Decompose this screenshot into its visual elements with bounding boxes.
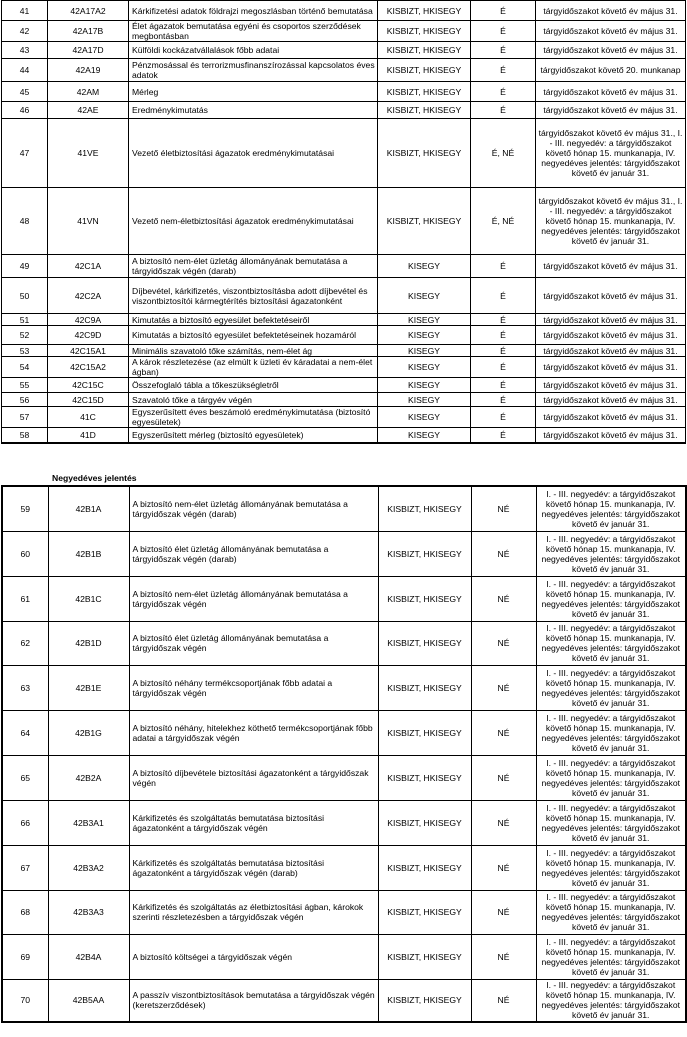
- row-number-cell: 60: [2, 531, 48, 576]
- row-number-cell: 46: [2, 102, 48, 119]
- frequency-cell: É: [471, 82, 536, 102]
- form-code-cell: 42AM: [48, 82, 129, 102]
- row-number-cell: 48: [2, 188, 48, 255]
- frequency-cell: É: [471, 255, 536, 278]
- form-code-cell: 42C2A: [48, 278, 129, 314]
- institution-type-cell: KISEGY: [378, 378, 471, 393]
- frequency-cell: É: [471, 407, 536, 428]
- form-code-cell: 42A19: [48, 59, 129, 82]
- institution-type-cell: KISBIZT, HKISEGY: [378, 531, 471, 576]
- institution-type-cell: KISBIZT, HKISEGY: [378, 82, 471, 102]
- table-row: [2, 845, 686, 890]
- deadline-cell: tárgyidőszakot követő év május 31.: [536, 1, 686, 21]
- form-name-cell: Díjbevétel, kárkifizetés, viszontbiztosításba adott díjbevétel és viszontbiztosítói kármegtérítés biztosítási ágazatonként: [129, 278, 378, 314]
- frequency-cell: É: [471, 102, 536, 119]
- row-number-cell: 69: [2, 934, 48, 979]
- frequency-cell: NÉ: [471, 934, 536, 979]
- table-row: [2, 188, 686, 255]
- deadline-cell: tárgyidőszakot követő év május 31.: [536, 326, 686, 345]
- form-name-cell: A biztosító nem-élet üzletág állományának bemutatása a tárgyidőszak végén (darab): [129, 486, 378, 531]
- frequency-cell: NÉ: [471, 621, 536, 665]
- form-name-cell: Pénzmosással és terrorizmusfinanszírozással kapcsolatos éves adatok: [129, 59, 378, 82]
- form-code-cell: 42C15D: [48, 393, 129, 407]
- table-row: [2, 82, 686, 102]
- form-code-cell: 42B3A1: [48, 800, 129, 845]
- form-name-cell: Összefoglaló tábla a tőkeszükségletről: [129, 378, 378, 393]
- deadline-cell: I. - III. negyedév: a tárgyidőszakot követő hónap 15. munkanapja, IV. negyedéves jelentés: tárgyidőszakot követő év január 31.: [536, 531, 686, 576]
- deadline-cell: tárgyidőszakot követő év május 31.: [536, 255, 686, 278]
- frequency-cell: NÉ: [471, 710, 536, 755]
- row-number-cell: 44: [2, 59, 48, 82]
- form-name-cell: A biztosító élet üzletág állományának bemutatása a tárgyidőszak végén (darab): [129, 531, 378, 576]
- row-number-cell: 57: [2, 407, 48, 428]
- institution-type-cell: KISBIZT, HKISEGY: [378, 800, 471, 845]
- form-name-cell: A biztosító díjbevétele biztosítási ágazatonként a tárgyidőszak végén: [129, 755, 378, 800]
- institution-type-cell: KISBIZT, HKISEGY: [378, 59, 471, 82]
- institution-type-cell: KISBIZT, HKISEGY: [378, 21, 471, 42]
- frequency-cell: NÉ: [471, 531, 536, 576]
- form-name-cell: Egyszerűsített éves beszámoló eredménykimutatása (biztosító egyesületek): [129, 407, 378, 428]
- deadline-cell: tárgyidőszakot követő év május 31.: [536, 428, 686, 443]
- deadline-cell: I. - III. negyedév: a tárgyidőszakot követő hónap 15. munkanapja, IV. negyedéves jelentés: tárgyidőszakot követő év január 31.: [536, 890, 686, 934]
- form-name-cell: Minimális szavatoló tőke számítás, nem-élet ág: [129, 345, 378, 357]
- annual-report-table: [1, 0, 686, 444]
- form-code-cell: 42B1C: [48, 576, 129, 621]
- row-number-cell: 70: [2, 979, 48, 1022]
- row-number-cell: 52: [2, 326, 48, 345]
- table-row: [2, 357, 686, 378]
- table-row: [2, 59, 686, 82]
- form-name-cell: A biztosító néhány, hitelekhez köthető termékcsoportjának főbb adatai a tárgyidőszak végén: [129, 710, 378, 755]
- frequency-cell: É: [471, 21, 536, 42]
- deadline-cell: I. - III. negyedév: a tárgyidőszakot követő hónap 15. munkanapja, IV. negyedéves jelentés: tárgyidőszakot követő év január 31.: [536, 755, 686, 800]
- institution-type-cell: KISBIZT, HKISEGY: [378, 42, 471, 59]
- form-code-cell: 42C15A2: [48, 357, 129, 378]
- table-row: [2, 531, 686, 576]
- frequency-cell: É: [471, 357, 536, 378]
- table-row: [2, 890, 686, 934]
- form-name-cell: Mérleg: [129, 82, 378, 102]
- form-name-cell: A biztosító költségei a tárgyidőszak végén: [129, 934, 378, 979]
- deadline-cell: tárgyidőszakot követő év május 31., I. - III. negyedév: a tárgyidőszakot követő hónap 15. munkanapja, IV. negyedéves jelentés: tárgyidőszakot követő év január 31.: [536, 119, 686, 188]
- form-name-cell: Élet ágazatok bemutatása egyéni és csoportos szerződések megbontásban: [129, 21, 378, 42]
- table-row: [2, 21, 686, 42]
- deadline-cell: tárgyidőszakot követő év május 31.: [536, 21, 686, 42]
- frequency-cell: É: [471, 393, 536, 407]
- frequency-cell: NÉ: [471, 845, 536, 890]
- form-code-cell: 42C1A: [48, 255, 129, 278]
- table-row: [2, 755, 686, 800]
- table-row: [2, 407, 686, 428]
- form-name-cell: A biztosító néhány termékcsoportjának főbb adatai a tárgyidőszak végén: [129, 665, 378, 710]
- form-name-cell: A biztosító élet üzletág állományának bemutatása a tárgyidőszak végén: [129, 621, 378, 665]
- deadline-cell: tárgyidőszakot követő év május 31.: [536, 393, 686, 407]
- form-code-cell: 42AE: [48, 102, 129, 119]
- form-code-cell: 42C15C: [48, 378, 129, 393]
- table-row: [2, 428, 686, 443]
- frequency-cell: NÉ: [471, 486, 536, 531]
- deadline-cell: tárgyidőszakot követő 20. munkanap: [536, 59, 686, 82]
- deadline-cell: tárgyidőszakot követő év május 31.: [536, 102, 686, 119]
- form-name-cell: Vezető nem-életbiztosítási ágazatok eredménykimutatásai: [129, 188, 378, 255]
- table-row: [2, 326, 686, 345]
- institution-type-cell: KISBIZT, HKISEGY: [378, 755, 471, 800]
- row-number-cell: 43: [2, 42, 48, 59]
- form-name-cell: Kárkifizetés és szolgáltatás bemutatása biztosítási ágazatonként a tárgyidőszak végén (darab): [129, 845, 378, 890]
- institution-type-cell: KISBIZT, HKISEGY: [378, 665, 471, 710]
- frequency-cell: NÉ: [471, 665, 536, 710]
- row-number-cell: 66: [2, 800, 48, 845]
- form-name-cell: Kárkifizetés és szolgáltatás az életbiztosítási ágban, károkok szerinti részletezésben a tárgyidőszak végén: [129, 890, 378, 934]
- section-label-quarterly: Negyedéves jelentés: [52, 473, 137, 483]
- row-number-cell: 41: [2, 1, 48, 21]
- form-code-cell: 42B3A3: [48, 890, 129, 934]
- form-name-cell: Külföldi kockázatvállalások főbb adatai: [129, 42, 378, 59]
- form-name-cell: Kárkifizetés és szolgáltatás bemutatása biztosítási ágazatonként a tárgyidőszak végén: [129, 800, 378, 845]
- deadline-cell: tárgyidőszakot követő év május 31.: [536, 314, 686, 326]
- row-number-cell: 51: [2, 314, 48, 326]
- frequency-cell: NÉ: [471, 576, 536, 621]
- form-code-cell: 42C9D: [48, 326, 129, 345]
- table-row: [2, 486, 686, 531]
- row-number-cell: 49: [2, 255, 48, 278]
- row-number-cell: 68: [2, 890, 48, 934]
- form-name-cell: Kárkifizetési adatok földrajzi megoszlásban történő bemutatása: [129, 1, 378, 21]
- row-number-cell: 58: [2, 428, 48, 443]
- table-row: [2, 393, 686, 407]
- deadline-cell: I. - III. negyedév: a tárgyidőszakot követő hónap 15. munkanapja, IV. negyedéves jelentés: tárgyidőszakot követő év január 31.: [536, 800, 686, 845]
- row-number-cell: 64: [2, 710, 48, 755]
- form-name-cell: A biztosító nem-élet üzletág állományának bemutatása a tárgyidőszak végén: [129, 576, 378, 621]
- form-code-cell: 42B1B: [48, 531, 129, 576]
- frequency-cell: NÉ: [471, 890, 536, 934]
- row-number-cell: 67: [2, 845, 48, 890]
- row-number-cell: 62: [2, 621, 48, 665]
- row-number-cell: 59: [2, 486, 48, 531]
- form-code-cell: 42B3A2: [48, 845, 129, 890]
- institution-type-cell: KISEGY: [378, 314, 471, 326]
- table-row: [2, 42, 686, 59]
- deadline-cell: I. - III. negyedév: a tárgyidőszakot követő hónap 15. munkanapja, IV. negyedéves jelentés: tárgyidőszakot követő év január 31.: [536, 979, 686, 1022]
- institution-type-cell: KISEGY: [378, 393, 471, 407]
- table-row: [2, 979, 686, 1022]
- institution-type-cell: KISEGY: [378, 255, 471, 278]
- form-code-cell: 41D: [48, 428, 129, 443]
- form-name-cell: Kimutatás a biztosító egyesület befektetéseiről: [129, 314, 378, 326]
- row-number-cell: 65: [2, 755, 48, 800]
- deadline-cell: tárgyidőszakot követő év május 31.: [536, 378, 686, 393]
- form-name-cell: Kimutatás a biztosító egyesület befektetéseinek hozamáról: [129, 326, 378, 345]
- institution-type-cell: KISBIZT, HKISEGY: [378, 119, 471, 188]
- institution-type-cell: KISEGY: [378, 326, 471, 345]
- form-code-cell: 42B1G: [48, 710, 129, 755]
- quarterly-report-table-body: [2, 486, 686, 1022]
- deadline-cell: tárgyidőszakot követő év május 31.: [536, 278, 686, 314]
- table-row: [2, 255, 686, 278]
- form-code-cell: 42B4A: [48, 934, 129, 979]
- institution-type-cell: KISBIZT, HKISEGY: [378, 621, 471, 665]
- form-code-cell: 42C9A: [48, 314, 129, 326]
- institution-type-cell: KISEGY: [378, 278, 471, 314]
- frequency-cell: É: [471, 42, 536, 59]
- deadline-cell: tárgyidőszakot követő év május 31.: [536, 357, 686, 378]
- row-number-cell: 63: [2, 665, 48, 710]
- frequency-cell: É, NÉ: [471, 119, 536, 188]
- table-row: [2, 345, 686, 357]
- row-number-cell: 50: [2, 278, 48, 314]
- form-name-cell: A biztosító nem-élet üzletág állományának bemutatása a tárgyidőszak végén (darab): [129, 255, 378, 278]
- table-row: [2, 278, 686, 314]
- form-name-cell: Egyszerűsített mérleg (biztosító egyesületek): [129, 428, 378, 443]
- row-number-cell: 55: [2, 378, 48, 393]
- deadline-cell: I. - III. negyedév: a tárgyidőszakot követő hónap 15. munkanapja, IV. negyedéves jelentés: tárgyidőszakot követő év január 31.: [536, 665, 686, 710]
- annual-report-table-body: [2, 1, 686, 443]
- institution-type-cell: KISEGY: [378, 345, 471, 357]
- table-row: [2, 621, 686, 665]
- frequency-cell: NÉ: [471, 979, 536, 1022]
- institution-type-cell: KISBIZT, HKISEGY: [378, 486, 471, 531]
- institution-type-cell: KISBIZT, HKISEGY: [378, 710, 471, 755]
- form-name-cell: Szavatoló tőke a tárgyév végén: [129, 393, 378, 407]
- deadline-cell: tárgyidőszakot követő év május 31.: [536, 42, 686, 59]
- table-row: [2, 710, 686, 755]
- deadline-cell: tárgyidőszakot követő év május 31.: [536, 82, 686, 102]
- institution-type-cell: KISEGY: [378, 407, 471, 428]
- row-number-cell: 53: [2, 345, 48, 357]
- form-code-cell: 41C: [48, 407, 129, 428]
- institution-type-cell: KISBIZT, HKISEGY: [378, 576, 471, 621]
- row-number-cell: 61: [2, 576, 48, 621]
- row-number-cell: 42: [2, 21, 48, 42]
- institution-type-cell: KISBIZT, HKISEGY: [378, 188, 471, 255]
- deadline-cell: I. - III. negyedév: a tárgyidőszakot követő hónap 15. munkanapja, IV. negyedéves jelentés: tárgyidőszakot követő év január 31.: [536, 621, 686, 665]
- frequency-cell: É: [471, 1, 536, 21]
- institution-type-cell: KISBIZT, HKISEGY: [378, 890, 471, 934]
- frequency-cell: É, NÉ: [471, 188, 536, 255]
- form-code-cell: 42A17A2: [48, 1, 129, 21]
- table-row: [2, 314, 686, 326]
- frequency-cell: É: [471, 345, 536, 357]
- table-row: [2, 576, 686, 621]
- form-code-cell: 42B1A: [48, 486, 129, 531]
- table-row: [2, 800, 686, 845]
- form-code-cell: 42B1E: [48, 665, 129, 710]
- institution-type-cell: KISEGY: [378, 357, 471, 378]
- form-code-cell: 42B2A: [48, 755, 129, 800]
- form-name-cell: A károk részletezése (az elmúlt k üzleti év káradatai a nem-élet ágban): [129, 357, 378, 378]
- form-code-cell: 41VE: [48, 119, 129, 188]
- institution-type-cell: KISBIZT, HKISEGY: [378, 934, 471, 979]
- frequency-cell: É: [471, 314, 536, 326]
- institution-type-cell: KISBIZT, HKISEGY: [378, 1, 471, 21]
- institution-type-cell: KISBIZT, HKISEGY: [378, 845, 471, 890]
- deadline-cell: I. - III. negyedév: a tárgyidőszakot követő hónap 15. munkanapja, IV. negyedéves jelentés: tárgyidőszakot követő év január 31.: [536, 576, 686, 621]
- frequency-cell: É: [471, 326, 536, 345]
- frequency-cell: É: [471, 278, 536, 314]
- form-code-cell: 42A17D: [48, 42, 129, 59]
- row-number-cell: 56: [2, 393, 48, 407]
- form-code-cell: 42C15A1: [48, 345, 129, 357]
- deadline-cell: I. - III. negyedév: a tárgyidőszakot követő hónap 15. munkanapja, IV. negyedéves jelentés: tárgyidőszakot követő év január 31.: [536, 486, 686, 531]
- table-row: [2, 102, 686, 119]
- deadline-cell: tárgyidőszakot követő év május 31.: [536, 407, 686, 428]
- table-row: [2, 1, 686, 21]
- quarterly-report-table: [1, 485, 687, 1023]
- deadline-cell: I. - III. negyedév: a tárgyidőszakot követő hónap 15. munkanapja, IV. negyedéves jelentés: tárgyidőszakot követő év január 31.: [536, 710, 686, 755]
- form-name-cell: Eredménykimutatás: [129, 102, 378, 119]
- institution-type-cell: KISEGY: [378, 428, 471, 443]
- table-row: [2, 665, 686, 710]
- institution-type-cell: KISBIZT, HKISEGY: [378, 979, 471, 1022]
- form-code-cell: 42A17B: [48, 21, 129, 42]
- frequency-cell: NÉ: [471, 755, 536, 800]
- form-code-cell: 42B5AA: [48, 979, 129, 1022]
- frequency-cell: É: [471, 378, 536, 393]
- frequency-cell: É: [471, 59, 536, 82]
- form-name-cell: A passzív viszontbiztosítások bemutatása a tárgyidőszak végén (keretszerződések): [129, 979, 378, 1022]
- frequency-cell: É: [471, 428, 536, 443]
- row-number-cell: 45: [2, 82, 48, 102]
- form-code-cell: 42B1D: [48, 621, 129, 665]
- deadline-cell: tárgyidőszakot követő év május 31.: [536, 345, 686, 357]
- form-name-cell: Vezető életbiztosítási ágazatok eredménykimutatásai: [129, 119, 378, 188]
- deadline-cell: tárgyidőszakot követő év május 31., I. - III. negyedév: a tárgyidőszakot követő hónap 15. munkanapja, IV. negyedéves jelentés: tárgyidőszakot követő év január 31.: [536, 188, 686, 255]
- frequency-cell: NÉ: [471, 800, 536, 845]
- table-row: [2, 119, 686, 188]
- deadline-cell: I. - III. negyedév: a tárgyidőszakot követő hónap 15. munkanapja, IV. negyedéves jelentés: tárgyidőszakot követő év január 31.: [536, 934, 686, 979]
- row-number-cell: 54: [2, 357, 48, 378]
- deadline-cell: I. - III. negyedév: a tárgyidőszakot követő hónap 15. munkanapja, IV. negyedéves jelentés: tárgyidőszakot követő év január 31.: [536, 845, 686, 890]
- table-row: [2, 378, 686, 393]
- institution-type-cell: KISBIZT, HKISEGY: [378, 102, 471, 119]
- form-code-cell: 41VN: [48, 188, 129, 255]
- row-number-cell: 47: [2, 119, 48, 188]
- table-row: [2, 934, 686, 979]
